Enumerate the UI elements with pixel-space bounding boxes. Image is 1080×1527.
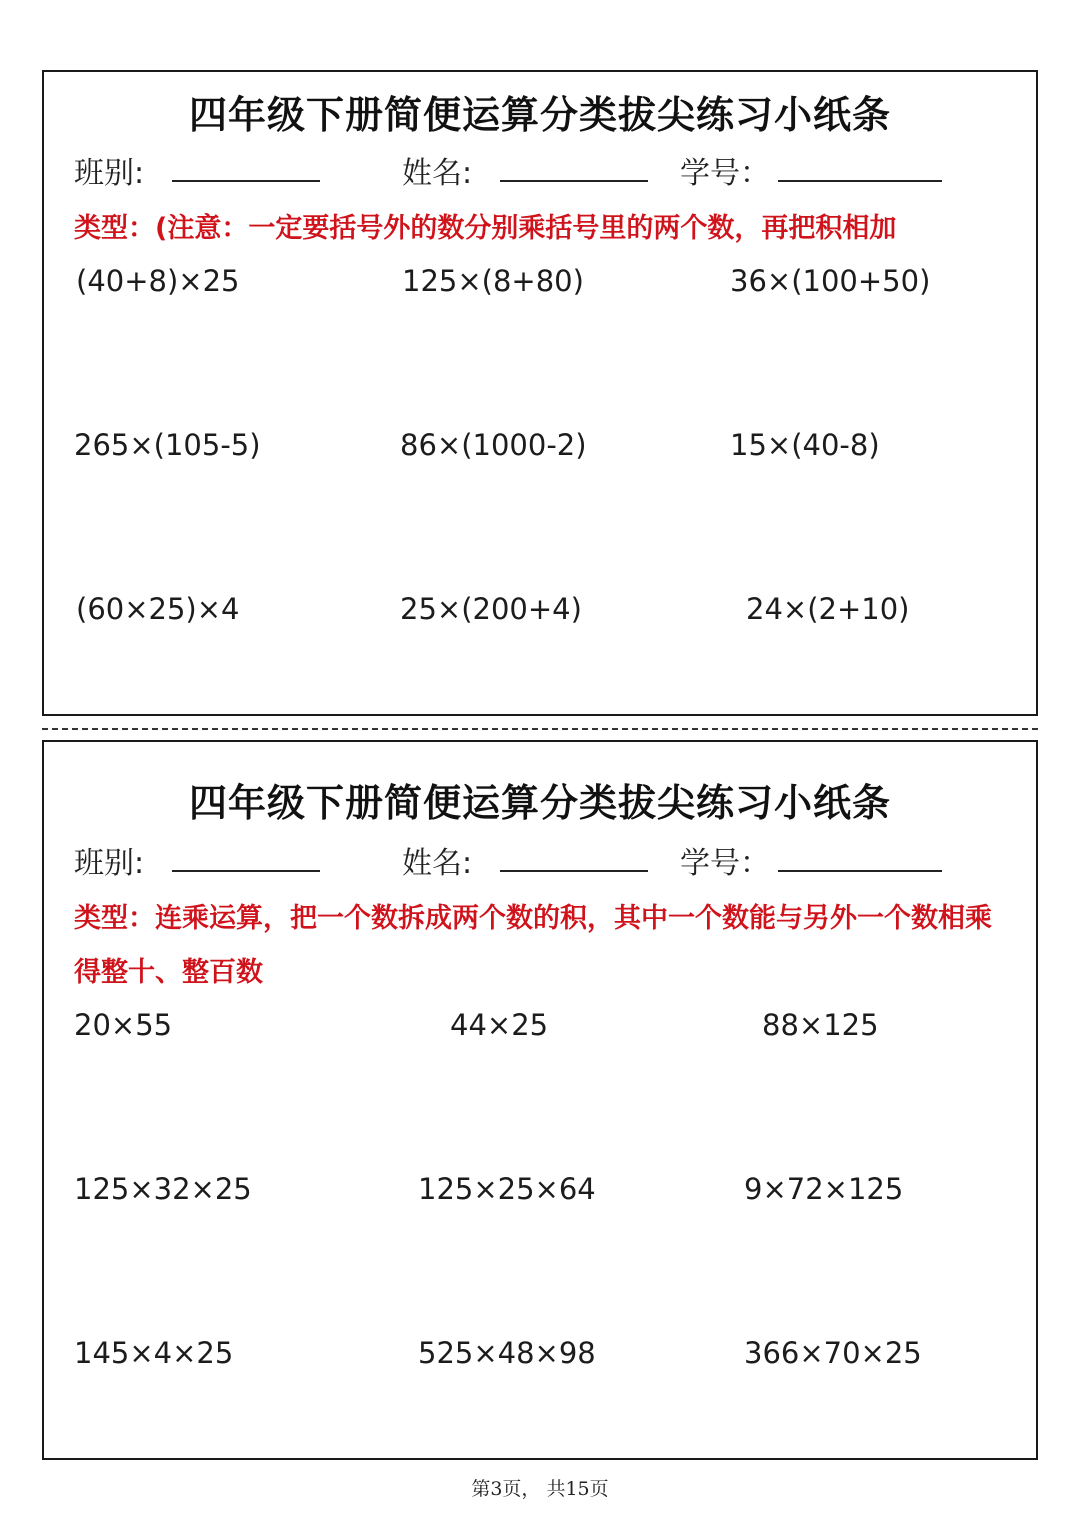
name-blank[interactable] bbox=[500, 180, 648, 182]
problem: (40+8)×25 bbox=[76, 264, 240, 298]
problem: 9×72×125 bbox=[744, 1172, 904, 1206]
class-label: 班别: bbox=[74, 846, 145, 881]
problem: 24×(2+10) bbox=[746, 592, 910, 626]
name-label: 姓名: bbox=[402, 156, 473, 191]
cut-line bbox=[42, 728, 1038, 730]
problem-type-note: 类型：(注意：一定要括号外的数分别乘括号里的两个数，再把积相加 bbox=[74, 213, 897, 244]
problem: 44×25 bbox=[450, 1008, 549, 1042]
problem: 86×(1000-2) bbox=[400, 428, 587, 462]
problem: 265×(105-5) bbox=[74, 428, 261, 462]
name-label: 姓名: bbox=[402, 846, 473, 881]
worksheet-slip-1 bbox=[42, 70, 1038, 716]
name-blank[interactable] bbox=[500, 870, 648, 872]
problem: 25×(200+4) bbox=[400, 592, 582, 626]
student-id-blank[interactable] bbox=[778, 870, 942, 872]
problem: 525×48×98 bbox=[418, 1336, 596, 1370]
worksheet-title: 四年级下册简便运算分类拔尖练习小纸条 bbox=[188, 93, 891, 137]
problem: 145×4×25 bbox=[74, 1336, 234, 1370]
problem: 15×(40-8) bbox=[730, 428, 880, 462]
problem: 125×32×25 bbox=[74, 1172, 252, 1206]
class-label: 班别: bbox=[74, 156, 145, 191]
problem: 125×25×64 bbox=[418, 1172, 596, 1206]
student-id-blank[interactable] bbox=[778, 180, 942, 182]
student-id-label: 学号： bbox=[680, 846, 770, 881]
problem: 88×125 bbox=[762, 1008, 879, 1042]
student-id-label: 学号： bbox=[680, 156, 770, 191]
page-number: 第3页， 共15页 bbox=[471, 1478, 609, 1500]
problem-type-note: 类型：连乘运算，把一个数拆成两个数的积，其中一个数能与另外一个数相乘 得整十、整百数 bbox=[74, 903, 992, 988]
problem: 20×55 bbox=[74, 1008, 173, 1042]
problem: 366×70×25 bbox=[744, 1336, 922, 1370]
problem: (60×25)×4 bbox=[76, 592, 240, 626]
problem: 125×(8+80) bbox=[402, 264, 584, 298]
class-blank[interactable] bbox=[172, 180, 320, 182]
problem: 36×(100+50) bbox=[730, 264, 931, 298]
worksheet-slip-2 bbox=[42, 740, 1038, 1460]
class-blank[interactable] bbox=[172, 870, 320, 872]
worksheet-title: 四年级下册简便运算分类拔尖练习小纸条 bbox=[188, 781, 891, 825]
